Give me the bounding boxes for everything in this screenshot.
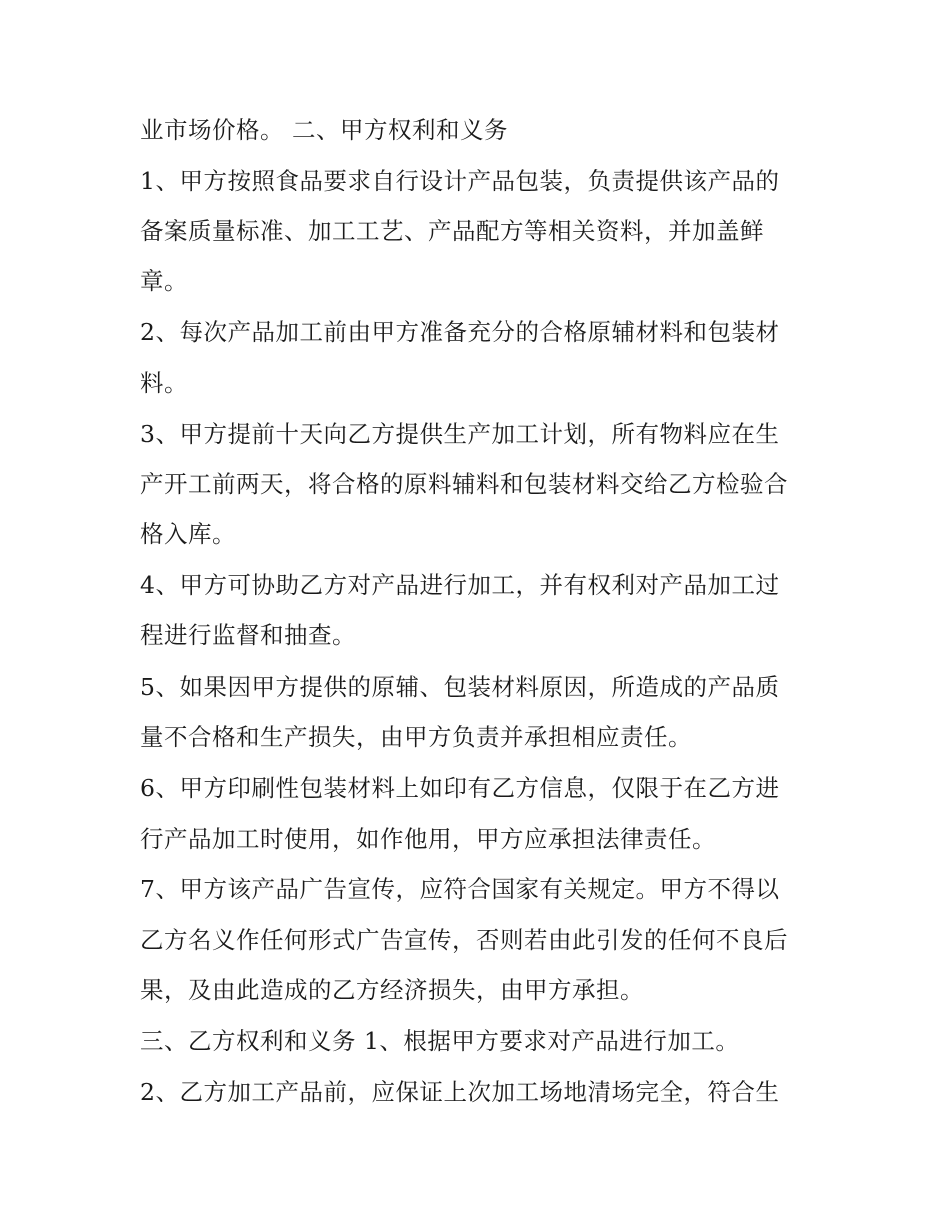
text-line: 料。 — [140, 369, 188, 397]
text-line: 果，及由此造成的乙方经济损失，由甲方承担。 — [140, 976, 644, 1004]
text-line: 章。 — [140, 267, 188, 295]
text-line: 三、乙方权利和义务 1、根据甲方要求对产品进行加工。 — [140, 1027, 740, 1055]
text-line: 1、甲方按照食品要求自行设计产品包装，负责提供该产品的 — [140, 167, 780, 195]
text-line: 4、甲方可协助乙方对产品进行加工，并有权利对产品加工过 — [140, 571, 780, 599]
text-line: 产开工前两天，将合格的原料辅料和包装材料交给乙方检验合 — [140, 470, 788, 498]
text-line: 格入库。 — [140, 520, 236, 548]
text-line: 6、甲方印刷性包装材料上如印有乙方信息，仅限于在乙方进 — [140, 774, 780, 802]
text-line: 行产品加工时使用，如作他用，甲方应承担法律责任。 — [140, 825, 716, 853]
text-line: 7、甲方该产品广告宣传，应符合国家有关规定。甲方不得以 — [140, 875, 780, 903]
text-line: 3、甲方提前十天向乙方提供生产加工计划，所有物料应在生 — [140, 420, 780, 448]
text-line: 业市场价格。 二、甲方权利和义务 — [140, 116, 508, 144]
text-line: 程进行监督和抽查。 — [140, 621, 356, 649]
text-line: 备案质量标准、加工工艺、产品配方等相关资料，并加盖鲜 — [140, 217, 764, 245]
text-line: 乙方名义作任何形式广告宣传，否则若由此引发的任何不良后 — [140, 926, 788, 954]
text-line: 量不合格和生产损失，由甲方负责并承担相应责任。 — [140, 723, 692, 751]
text-line: 2、每次产品加工前由甲方准备充分的合格原辅材料和包装材 — [140, 318, 780, 346]
text-line: 5、如果因甲方提供的原辅、包装材料原因，所造成的产品质 — [140, 673, 780, 701]
text-line: 2、乙方加工产品前，应保证上次加工场地清场完全，符合生 — [140, 1078, 780, 1106]
